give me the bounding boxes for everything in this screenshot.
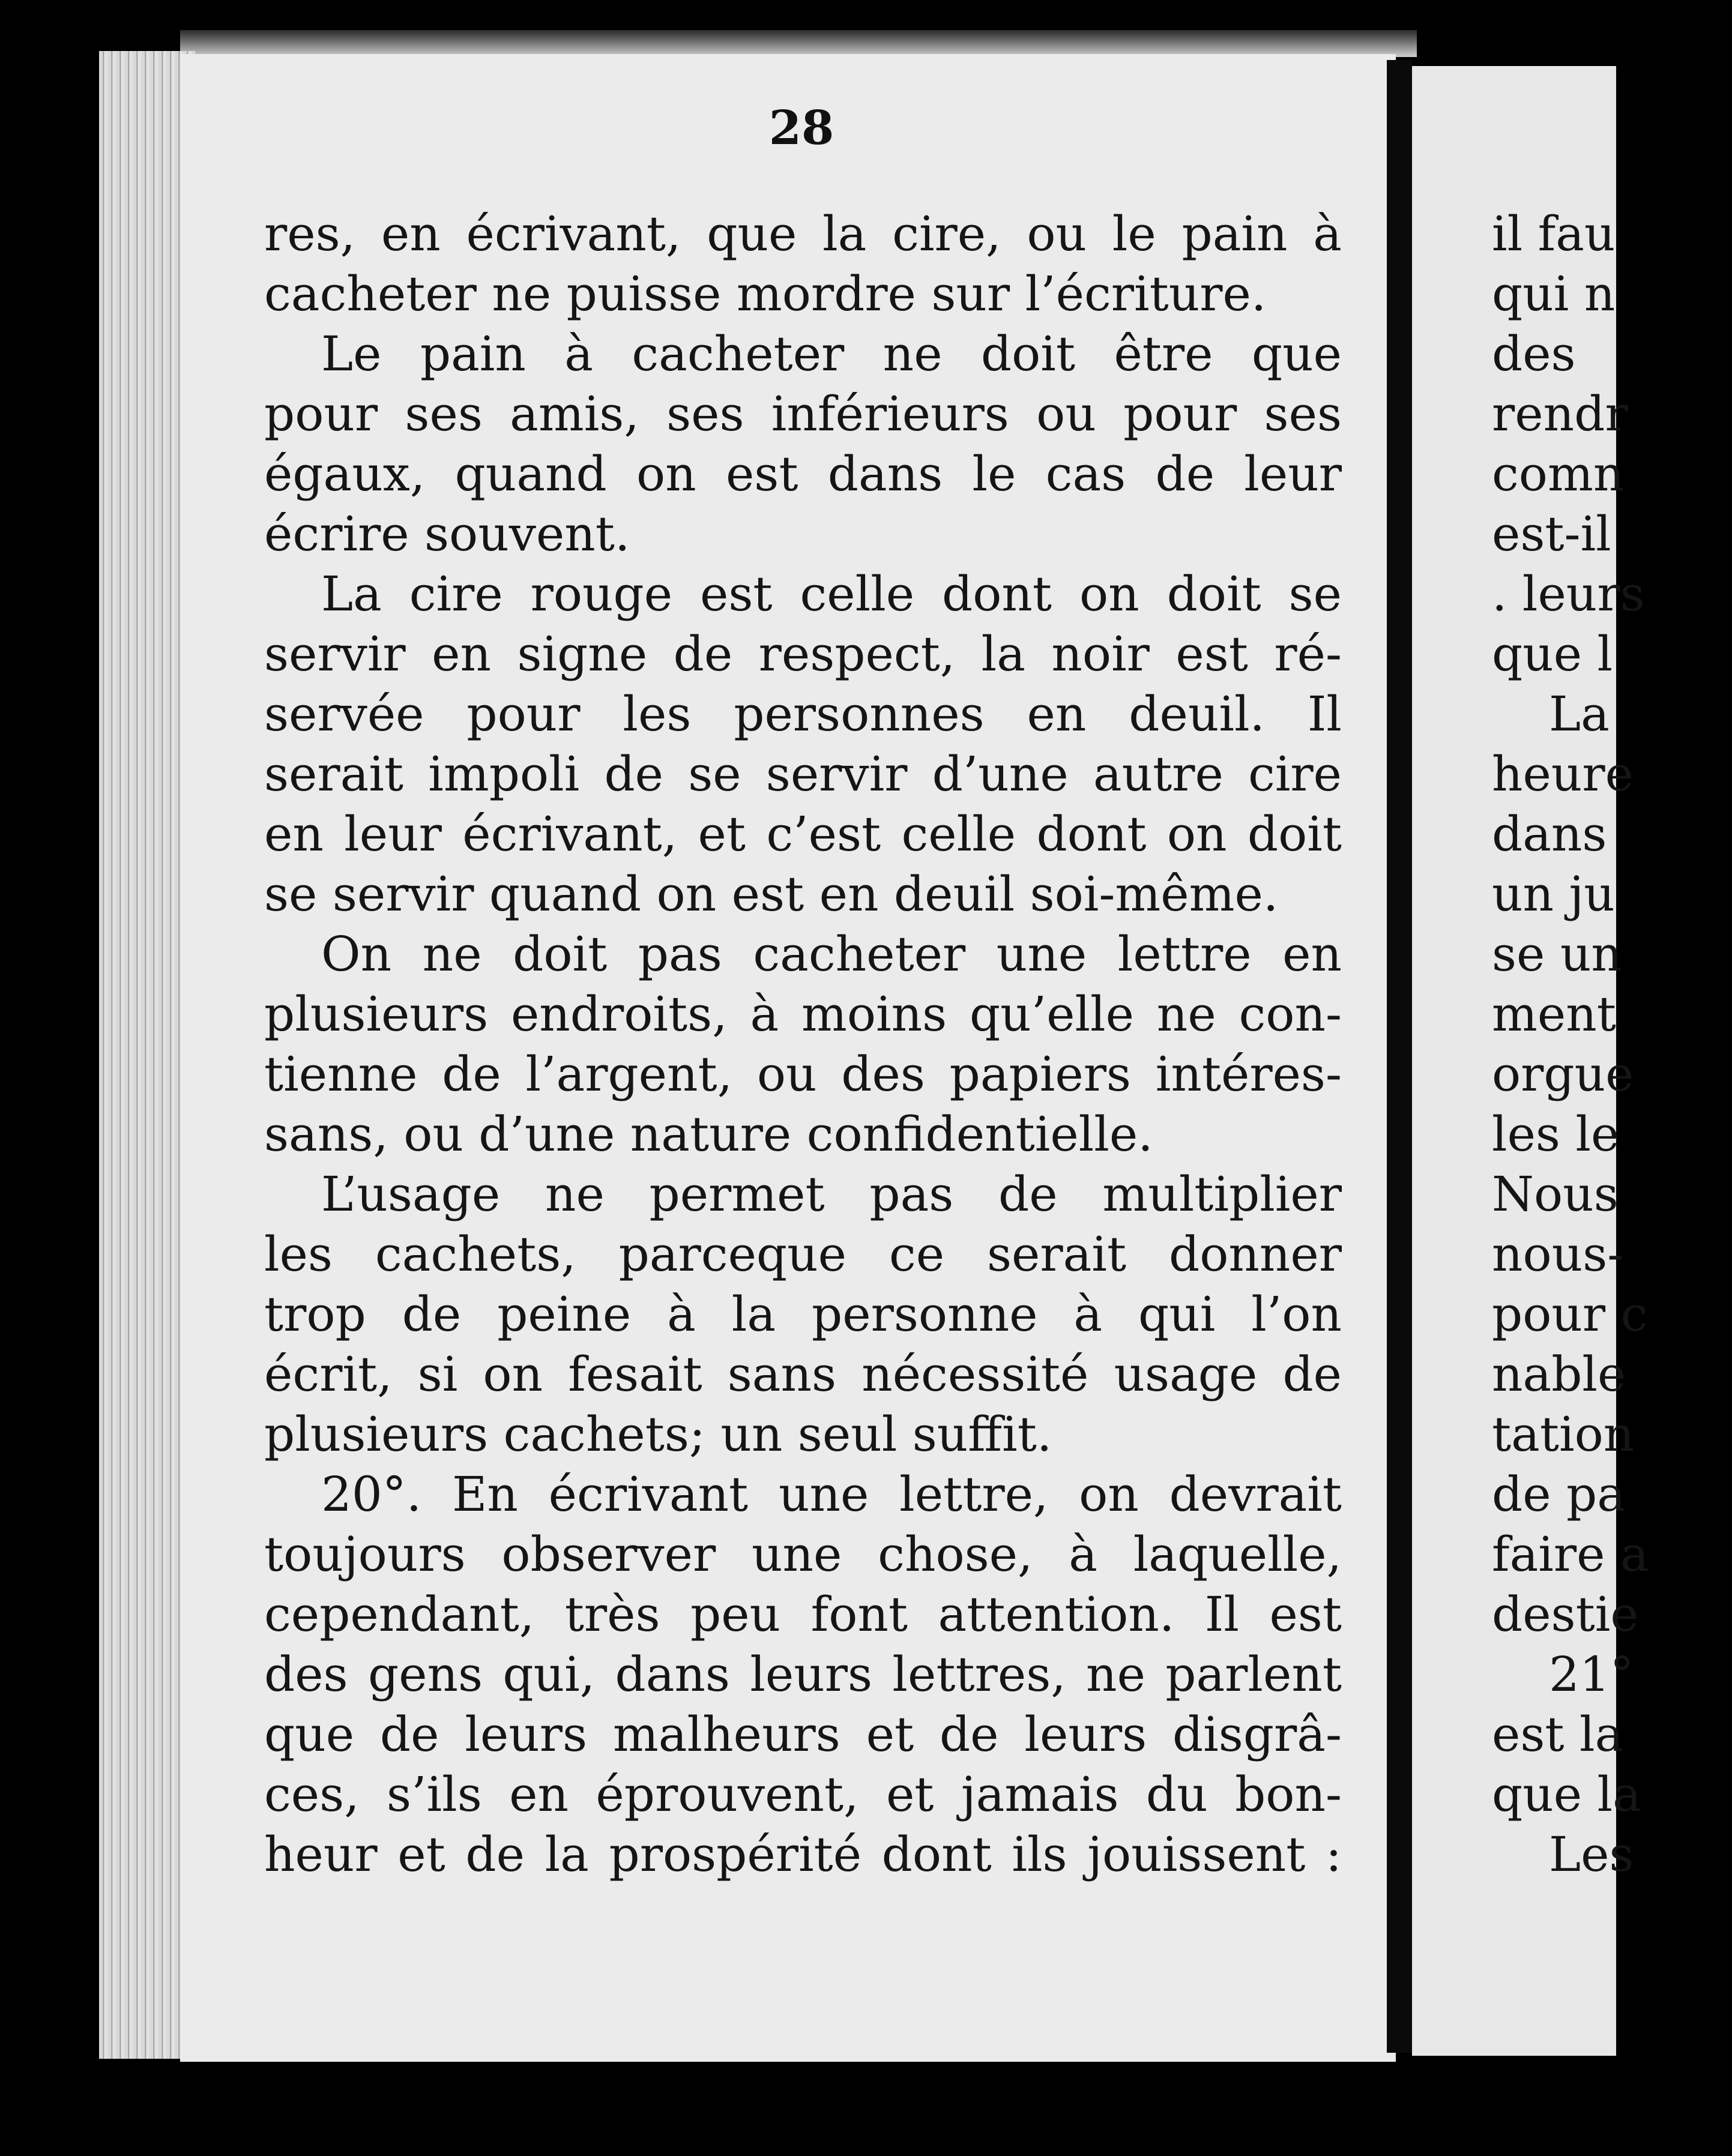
text-line: en leur écrivant, et c’est celle dont on doit: [264, 806, 1342, 862]
facing-text-line: est-il: [1492, 506, 1611, 562]
text-line: heur et de la prospérité dont ils jouissent :: [264, 1826, 1342, 1882]
facing-text-line: nable: [1492, 1346, 1626, 1402]
facing-text-line: il fau: [1492, 206, 1616, 262]
facing-text-line: un ju: [1492, 866, 1615, 922]
facing-text-line: est la: [1492, 1706, 1624, 1762]
facing-text-line: ment: [1492, 986, 1616, 1042]
facing-text-line: orgue: [1492, 1046, 1634, 1102]
page-number: 28: [768, 101, 834, 155]
facing-text-line: que l: [1492, 626, 1613, 682]
text-line: plusieurs cachets; un seul suffit.: [264, 1406, 1052, 1462]
facing-text-line: rendr: [1492, 386, 1628, 442]
facing-text-line: . leurs: [1492, 566, 1645, 622]
book-gutter: [1387, 60, 1412, 2053]
text-line: écrit, si on fesait sans nécessité usage de: [264, 1346, 1342, 1402]
text-line: égaux, quand on est dans le cas de leur: [264, 446, 1342, 502]
facing-text-line: destie: [1492, 1586, 1639, 1642]
text-line: se servir quand on est en deuil soi-même.: [264, 866, 1279, 922]
text-line: trop de peine à la personne à qui l’on: [264, 1286, 1342, 1342]
text-line: écrire souvent.: [264, 506, 630, 562]
facing-text-line: faire a: [1492, 1526, 1649, 1582]
text-line: servée pour les personnes en deuil. Il: [264, 686, 1342, 742]
book-top-edge: [180, 30, 1417, 57]
text-line: serait impoli de se servir d’une autre cire: [264, 746, 1342, 802]
facing-text-line: 21°: [1549, 1646, 1634, 1702]
facing-text-line: des: [1492, 326, 1576, 382]
facing-text-line: les le: [1492, 1106, 1620, 1162]
text-line: les cachets, parceque ce serait donner: [264, 1226, 1342, 1282]
facing-text-line: nous-: [1492, 1226, 1624, 1282]
text-line: L’usage ne permet pas de multiplier: [321, 1166, 1342, 1222]
text-line: La cire rouge est celle dont on doit se: [321, 566, 1342, 622]
text-line: que de leurs malheurs et de leurs disgrâ-: [264, 1706, 1342, 1762]
text-line: servir en signe de respect, la noir est ré-: [264, 626, 1342, 682]
text-line: On ne doit pas cacheter une lettre en: [321, 926, 1342, 982]
text-line: des gens qui, dans leurs lettres, ne parlent: [264, 1646, 1342, 1702]
facing-page-text-fragment: [1492, 204, 1732, 1885]
text-line: cacheter ne puisse mordre sur l’écriture.: [264, 266, 1267, 322]
text-line: res, en écrivant, que la cire, ou le pain à: [264, 206, 1342, 262]
text-line: 20°. En écrivant une lettre, on devrait: [321, 1466, 1342, 1522]
facing-text-line: heure: [1492, 746, 1634, 802]
text-line: sans, ou d’une nature confidentielle.: [264, 1106, 1153, 1162]
text-line: toujours observer une chose, à laquelle,: [264, 1526, 1342, 1582]
facing-text-line: Nous: [1492, 1166, 1619, 1222]
text-line: plusieurs endroits, à moins qu’elle ne con-: [264, 986, 1342, 1042]
facing-text-line: pour c: [1492, 1286, 1648, 1342]
text-line: cependant, très peu font attention. Il est: [264, 1586, 1342, 1642]
facing-text-line: de pa: [1492, 1466, 1626, 1522]
left-page-text: [264, 204, 1342, 1885]
facing-text-line: qui n: [1492, 266, 1616, 322]
facing-text-line: Les: [1549, 1826, 1634, 1882]
facing-text-line: dans: [1492, 806, 1607, 862]
facing-text-line: tation: [1492, 1406, 1635, 1462]
facing-text-line: La: [1549, 686, 1610, 742]
facing-text-line: que la: [1492, 1766, 1641, 1822]
text-line: ces, s’ils en éprouvent, et jamais du bon-: [264, 1766, 1342, 1822]
text-line: Le pain à cacheter ne doit être que: [321, 326, 1342, 382]
facing-text-line: comn: [1492, 446, 1625, 502]
facing-text-line: se un: [1492, 926, 1622, 982]
text-line: pour ses amis, ses inférieurs ou pour ses: [264, 386, 1342, 442]
text-line: tienne de l’argent, ou des papiers intéres-: [264, 1046, 1342, 1102]
